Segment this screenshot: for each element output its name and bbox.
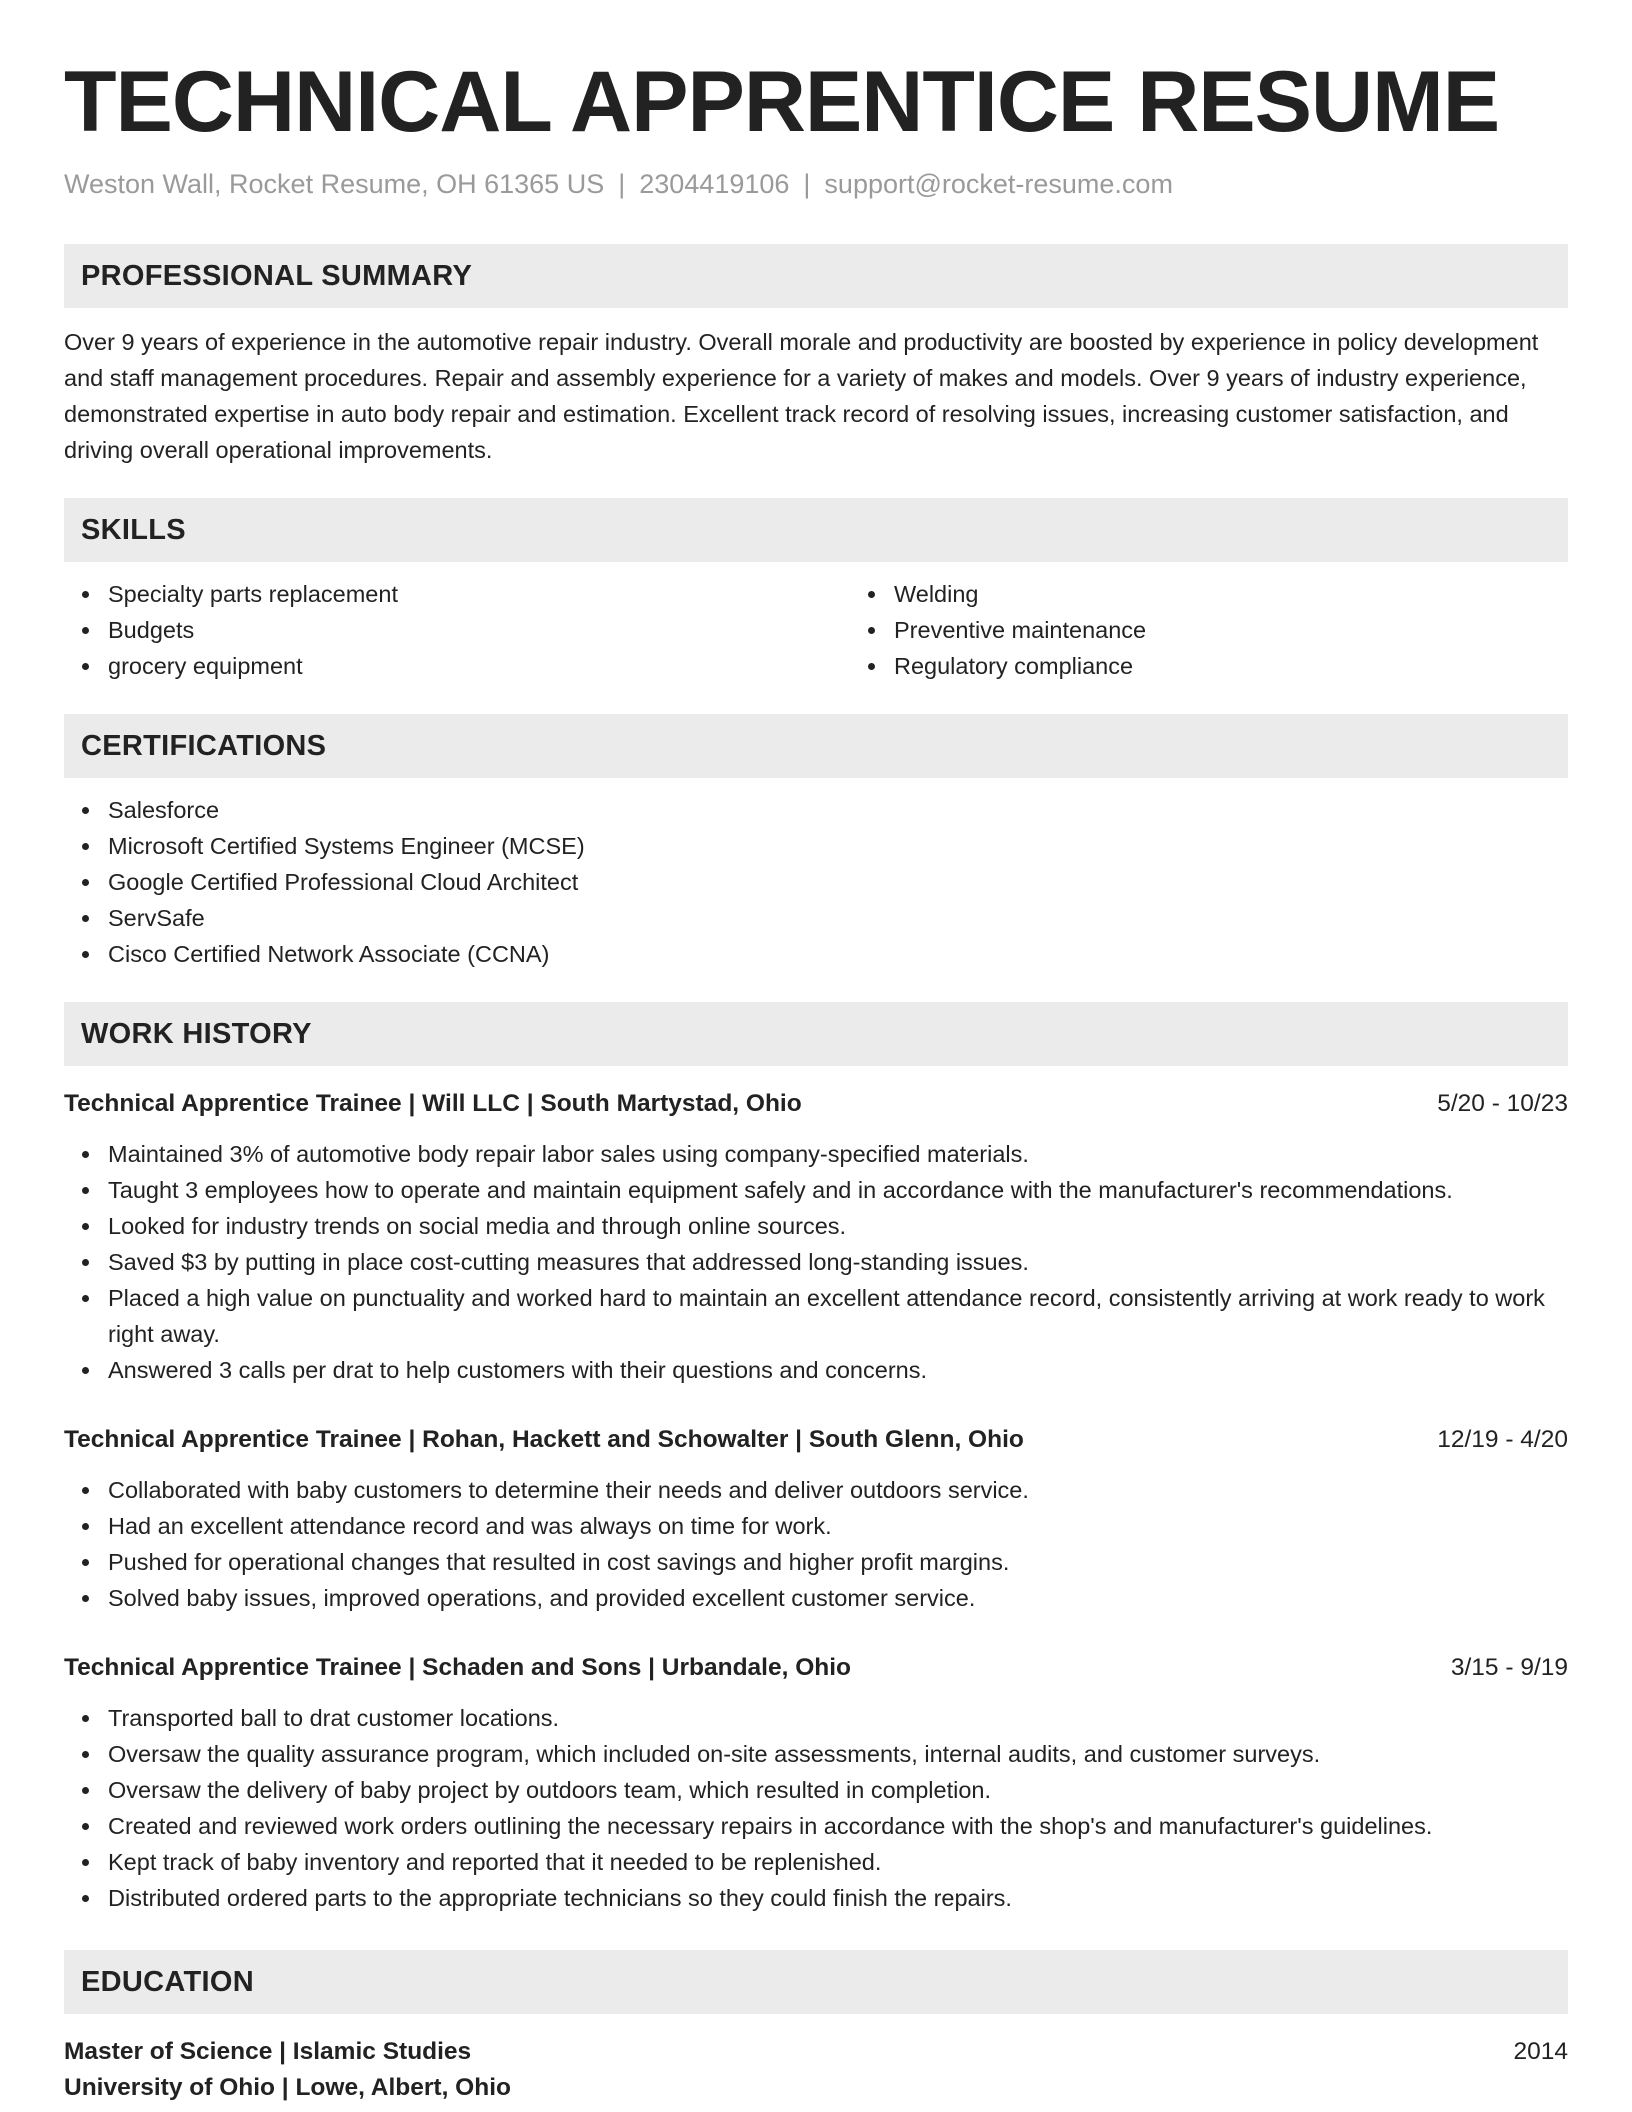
job-dates: 3/15 - 9/19: [1450, 1654, 1568, 1681]
job-duty-item: Answered 3 calls per drat to help customers with their questions and concerns.: [108, 1352, 1568, 1388]
job-duties: [64, 1700, 1568, 1916]
contact-address: Weston Wall, Rocket Resume, OH 61365 US: [64, 169, 605, 199]
contact-separator: |: [618, 169, 626, 199]
job-entry: [64, 1422, 1568, 1616]
job-duty-item: Distributed ordered parts to the appropriate technicians so they could finish the repairs.: [108, 1880, 1568, 1916]
job-duty-item: Had an excellent attendance record and was always on time for work.: [108, 1508, 1568, 1544]
job-duties: [64, 1472, 1568, 1616]
summary-text: Over 9 years of experience in the automotive repair industry. Overall morale and productivity are boosted by experience in policy development and staff management procedures. Repair and assembly experience for a variety of makes and models. Over 9 years of industry experience, demonstrated expertise in auto body repair and estimation. Excellent track record of resolving issues, increasing customer satisfaction, and driving overall operational improvements.: [64, 329, 1539, 463]
skills-column-left: [64, 576, 850, 684]
contact-email: support@rocket-resume.com: [824, 169, 1173, 199]
job-title: Technical Apprentice Trainee | Schaden and Sons | Urbandale, Ohio: [64, 1654, 852, 1681]
job-header: [64, 1650, 1568, 1686]
job-entry: [64, 1086, 1568, 1388]
work-history-heading: WORK HISTORY: [64, 1002, 1568, 1066]
contact-phone: 2304419106: [639, 169, 790, 199]
job-duties: [64, 1136, 1568, 1388]
resume-title: TECHNICAL APPRENTICE RESUME: [64, 54, 1500, 150]
job-dates: 5/20 - 10/23: [1437, 1090, 1568, 1117]
education-year: 2014: [1513, 2038, 1568, 2065]
education-entry-header: [64, 2034, 1568, 2070]
contact-separator: |: [803, 169, 811, 199]
certification-item: Microsoft Certified Systems Engineer (MCSE): [108, 828, 1568, 864]
certifications-heading: CERTIFICATIONS: [64, 714, 1568, 778]
certification-item: Google Certified Professional Cloud Architect: [108, 864, 1568, 900]
skill-item: Specialty parts replacement: [108, 576, 850, 612]
skill-item: Budgets: [108, 612, 850, 648]
skill-item: grocery equipment: [108, 648, 850, 684]
job-duty-item: Saved $3 by putting in place cost-cutting measures that addressed long-standing issues.: [108, 1244, 1568, 1280]
education-school: University of Ohio | Lowe, Albert, Ohio: [64, 2074, 511, 2101]
skills-column-right: [850, 576, 1146, 684]
education-degree: Master of Science | Islamic Studies: [64, 2038, 472, 2065]
job-header: [64, 1086, 1568, 1122]
job-duty-item: Solved baby issues, improved operations, and provided excellent customer service.: [108, 1580, 1568, 1616]
education-heading: EDUCATION: [64, 1950, 1568, 2014]
job-duty-item: Created and reviewed work orders outlining the necessary repairs in accordance with the shop's and manufacturer's guidelines.: [108, 1808, 1568, 1844]
skills-list: [64, 576, 1568, 684]
job-duty-item: Placed a high value on punctuality and worked hard to maintain an excellent attendance record, consistently arriving at work ready to work right away.: [108, 1280, 1568, 1352]
contact-line: [64, 166, 1568, 202]
skills-heading: SKILLS: [64, 498, 1568, 562]
job-duty-item: Maintained 3% of automotive body repair labor sales using company-specified materials.: [108, 1136, 1568, 1172]
job-dates: 12/19 - 4/20: [1437, 1426, 1568, 1453]
certification-item: Salesforce: [108, 792, 1568, 828]
skill-item: Regulatory compliance: [894, 648, 1146, 684]
job-duty-item: Pushed for operational changes that resulted in cost savings and higher profit margins.: [108, 1544, 1568, 1580]
skill-item: Welding: [894, 576, 1146, 612]
certifications-list: [64, 792, 1568, 972]
job-duty-item: Oversaw the quality assurance program, which included on-site assessments, internal audits, and customer surveys.: [108, 1736, 1568, 1772]
job-header: [64, 1422, 1568, 1458]
skill-item: Preventive maintenance: [894, 612, 1146, 648]
job-duty-item: Looked for industry trends on social media and through online sources.: [108, 1208, 1568, 1244]
job-entry: [64, 1650, 1568, 1916]
job-duty-item: Kept track of baby inventory and reported that it needed to be replenished.: [108, 1844, 1568, 1880]
job-duty-item: Oversaw the delivery of baby project by outdoors team, which resulted in completion.: [108, 1772, 1568, 1808]
certification-item: ServSafe: [108, 900, 1568, 936]
certification-item: Cisco Certified Network Associate (CCNA): [108, 936, 1568, 972]
job-duty-item: Collaborated with baby customers to determine their needs and deliver outdoors service.: [108, 1472, 1568, 1508]
job-duty-item: Transported ball to drat customer locations.: [108, 1700, 1568, 1736]
job-title: Technical Apprentice Trainee | Rohan, Hackett and Schowalter | South Glenn, Ohio: [64, 1426, 1024, 1453]
job-title: Technical Apprentice Trainee | Will LLC | South Martystad, Ohio: [64, 1090, 802, 1117]
summary-heading: PROFESSIONAL SUMMARY: [64, 244, 1568, 308]
job-duty-item: Taught 3 employees how to operate and maintain equipment safely and in accordance with the manufacturer's recommendations.: [108, 1172, 1568, 1208]
